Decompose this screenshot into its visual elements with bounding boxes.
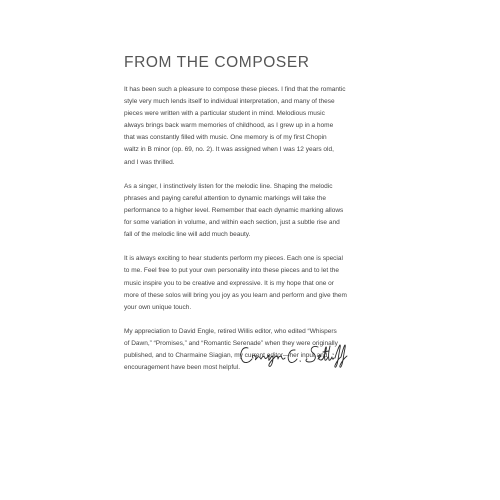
text-line: It has been such a pleasure to compose these pieces. I find that the romantic (124, 86, 346, 93)
signature (238, 340, 388, 370)
text-line: of Dawn,” “Promises,” and “Romantic Serenade” when they were originally (124, 339, 338, 347)
text-line: performance to a higher level. Remember that each dynamic marking allows (124, 206, 344, 214)
page-title: FROM THE COMPOSER (124, 54, 310, 71)
text-line: phrases and paying careful attention to dynamic markings will take the (124, 194, 326, 202)
paragraph-3 (124, 253, 388, 313)
paragraph-2 (124, 181, 388, 241)
text-line: My appreciation to David Engle, retired Willis editor, who edited “Whispers (124, 327, 337, 335)
text-line: to me. Feel free to put your own personality into these pieces and to let the (124, 267, 339, 275)
text-line: always brings back warm memories of childhood, as I grew up in a home (124, 122, 334, 130)
text-line: music inspire you to be creative and expressive. It is my hope that one or (124, 279, 334, 287)
paragraph-1 (124, 84, 388, 169)
text-line: pieces were written with a particular student in mind. Melodious music (124, 110, 325, 118)
text-line: and I was thrilled. (124, 158, 175, 166)
text-line: waltz in B minor (op. 69, no. 2). It was assigned when I was 12 years old, (124, 146, 334, 154)
text-line: encouragement have been most helpful. (124, 364, 240, 372)
text-line: published, and to Charmaine Siagian, my current editor—her input and (124, 352, 328, 360)
text-line: for some variation in volume, and within each section, just a subtle rise and (124, 219, 340, 227)
text-line: that was constantly filled with music. One memory is of my first Chopin (124, 134, 327, 142)
text-line: fall of the melodic line will add much beauty. (124, 231, 251, 239)
text-line: your own unique touch. (124, 303, 192, 311)
text-line: more of these solos will bring you joy as you learn and perform and give them (124, 291, 347, 299)
text-line: style very much lends itself to individual interpretation, and many of these (124, 98, 335, 106)
text-line: As a singer, I instinctively listen for the melodic line. Shaping the melodic (124, 182, 333, 190)
text-line: It is always exciting to hear students perform my pieces. Each one is special (124, 255, 343, 263)
